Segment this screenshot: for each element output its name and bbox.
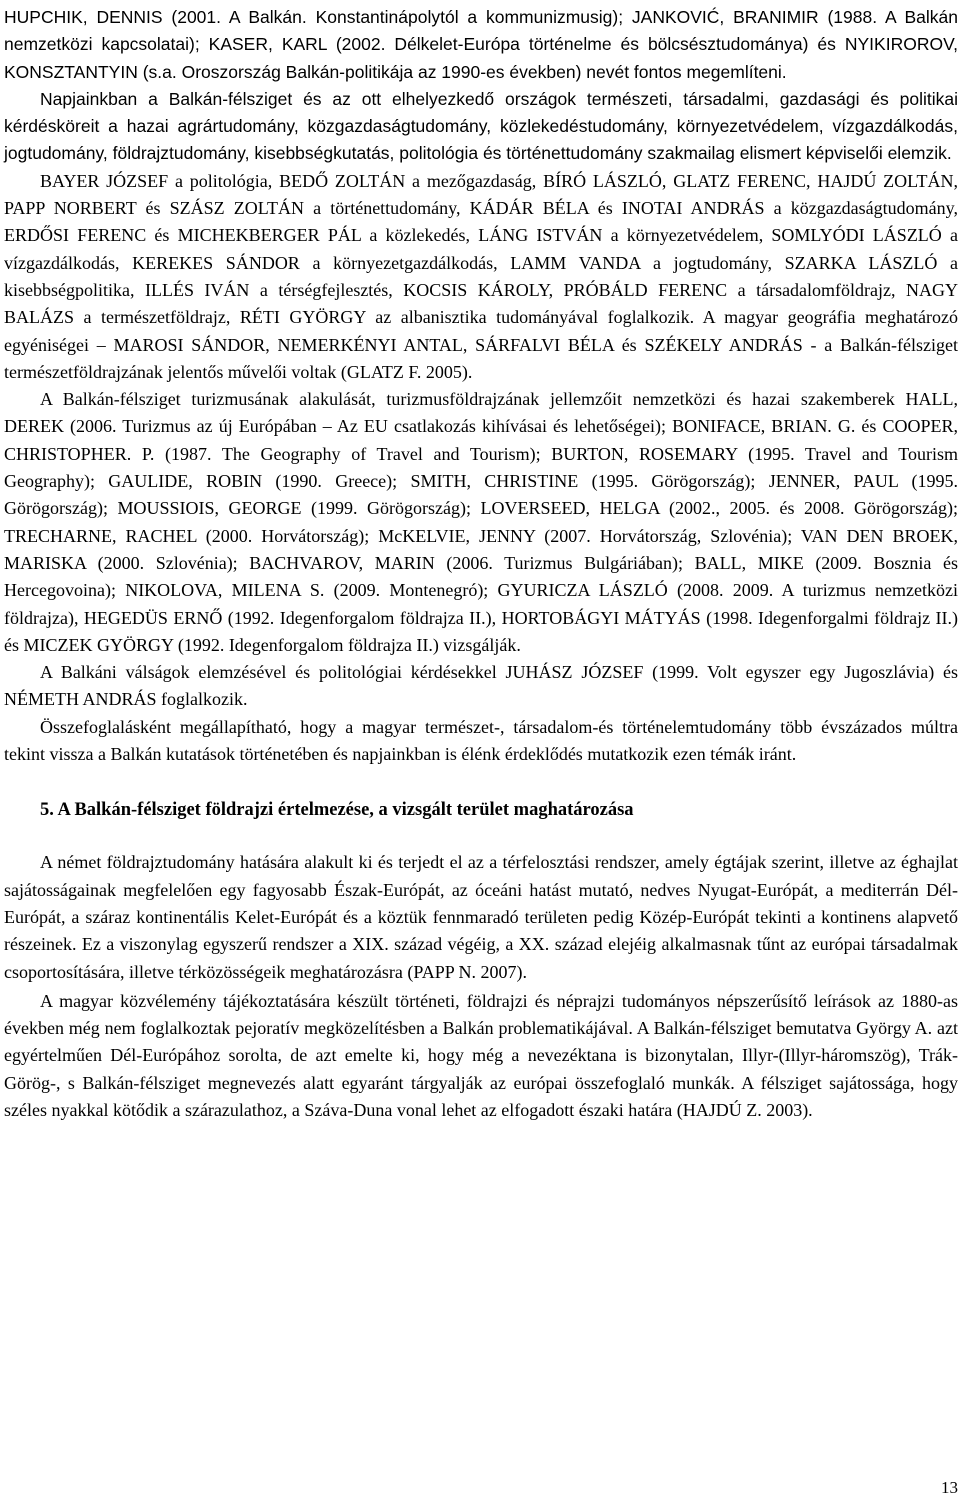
paragraph-crisis-analysis: A Balkáni válságok elemzésével és politológiai kérdésekkel JUHÁSZ JÓZSEF (1999. Volt egyszer egy Jugoszlávia) és NÉMETH ANDRÁS foglalkozik. — [4, 662, 958, 710]
page-number: 13 — [941, 1478, 958, 1497]
paragraph-hungarian-researchers: BAYER JÓZSEF a politológia, BEDŐ ZOLTÁN a mezőgazdaság, BÍRÓ LÁSZLÓ, GLATZ FERENC, HAJDÚ ZOLTÁN, PAPP NORBERT és SZÁSZ ZOLTÁN a történettudomány, KÁDÁR BÉLA és INOTAI ANDRÁS a közgazdaságtudomány, ERDŐSI FERENC és MICHEKBERGER PÁL a közlekedés, LÁNG ISTVÁN a környezetvédelem, SOMLYÓDI LÁSZLÓ a vízgazdálkodás, KEREKES SÁNDOR a környezetgazdálkodás, LAMM VANDA a jogtudomány, SZARKA LÁSZLÓ a kisebbségpolitika, ILLÉS IVÁN a térségfejlesztés, KOCSIS KÁROLY, PRÓBÁLD FERENC a társadalomföldrajz, NAGY BALÁZS a természetföldrajz, RÉTI GYÖRGY az albanisztika tudományával foglalkozik. A magyar geográfia meghatározó egyéniségei – MAROSI SÁNDOR, NEMERKÉNYI ANTAL, SÁRFALVI BÉLA és SZÉKELY ANDRÁS - a Balkán-félsziget természetföldrajzának jelentős művelői voltak (GLATZ F. 2005). — [4, 170, 958, 382]
paragraph-summary: Összefoglalásként megállapítható, hogy a magyar természet-, társadalom-és történelemtudomány több évszázados múltra tekint vissza a Balkán kutatások történetében és napjainkban is élénk érdeklődés mutatkozik ezen témák iránt. — [4, 716, 958, 765]
intro-paragraph: HUPCHIK, DENNIS (2001. A Balkán. Konstantinápolytól a kommunizmusig); JANKOVIĆ, BRANIMIR (1988. A Balkán nemzetközi kapcsolatai); KASER, KARL (2002. Délkelet-Európa történelme és bölcsésztudománya) és NYIKIROROV, KONSZTANTYIN (s.a. Oroszország Balkán-politikája az 1990-es években) nevét fontos megemlíteni. — [4, 7, 958, 82]
document-page — [4, 0, 958, 1124]
paragraph-public-opinion: A magyar közvélemény tájékoztatására készült történeti, földrajzi és néprajzi tudományos népszerűsítő leírások az 1880-as években még nem foglalkoztak pejoratív megközelítésben a Balkán problematikájával. A Balkán-félsziget bemutatva György A. azt egyértelműen Dél-Európához sorolta, de azt emelte ki, hogy még a nevezéktana is bizonytalan, Illyr-(Illyr-háromszög), Trák-Görög-, s Balkán-félsziget megnevezés alatt egyaránt tárgyalják az európai összefoglaló munkák. A félsziget sajátossága, hogy széles nyakkal kötődik a szárazulathoz, a Száva-Duna vonal lehet az elfogadott északi határa (HAJDÚ Z. 2003). — [4, 990, 958, 1120]
section-heading: 5. A Balkán-félsziget földrajzi értelmezése, a vizsgált terület maghatározása — [40, 800, 634, 821]
paragraph-geographic-division: A német földrajztudomány hatására alakult ki és terjedt el az a térfelosztási rendszer, amely égtájak szerint, illetve az éghajlat sajátosságainak megfelelően egy fagyosabb Észak-Európát, az óceáni hatást mutató, nedves Nyugat-Európát, a mediterrán Dél-Európát, a száraz kontinentális Kelet-Európát és a köztük fennmaradó területen pedig Közép-Európát tekinti a kontinens alapvető részeinek. Ez a viszonylag egyszerű rendszer a XIX. század végéig, a XX. század elejéig alkalmasnak tűnt az európai társadalmak csoportosítására, illetve térközösségeik meghatározásra (PAPP N. 2007). — [4, 852, 958, 982]
paragraph-tourism-research: A Balkán-félsziget turizmusának alakulását, turizmusföldrajzának jellemzőit nemzetközi és hazai szakemberek HALL, DEREK (2006. Turizmus az új Európában – Az EU csatlakozás kihívásai és lehetőségei); BONIFACE, BRIAN. G. és COOPER, CHRISTOPHER. P. (1987. The Geography of Travel and Tourism); BURTON, ROSEMARY (1995. Travel and Tourism Geography); GAULIDE, ROBIN (1990. Greece); SMITH, CHRISTINE (1995. Görögország); JENNER, PAUL (1995. Görögország); MOUSSIOIS, GEORGE (1999. Görögország); LOVERSEED, HELGA (2002., 2005. és 2008. Görögország); TRECHARNE, RACHEL (2000. Horvátország); McKELVIE, JENNY (2007. Horvátország, Szlovénia); VAN DEN BROEK, MARISKA (2000. Szlovénia); BACHVAROV, MARIN (2006. Turizmus Bulgáriában); BALL, MIKE (2009. Bosznia és Hercegovoina); NIKOLOVA, MILENA S. (2009. Montenegró); GYURICZA LÁSZLÓ (2008. 2009. A turizmus nemzetközi földrajza), HEGEDÜS ERNŐ (1992. Idegenforgalom földrajza II.), HORTOBÁGYI MÁTYÁS (1998. Idegenforgalmi földrajz II.) és MICZEK GYÖRGY (1992. Idegenforgalom földrajza II.) vizsgálják. — [4, 389, 958, 655]
paragraph-current-research: Napjainkban a Balkán-félsziget és az ott elhelyezkedő országok természeti, társadalmi, gazdasági és politikai kérdésköreit a hazai agrártudomány, közgazdaságtudomány, közlekedéstudomány, környezetvédelem, vízgazdálkodás, jogtudomány, földrajztudomány, kisebbségkutatás, politológia és történettudomány szakmailag elismert képviselői elemzik. — [4, 88, 958, 164]
